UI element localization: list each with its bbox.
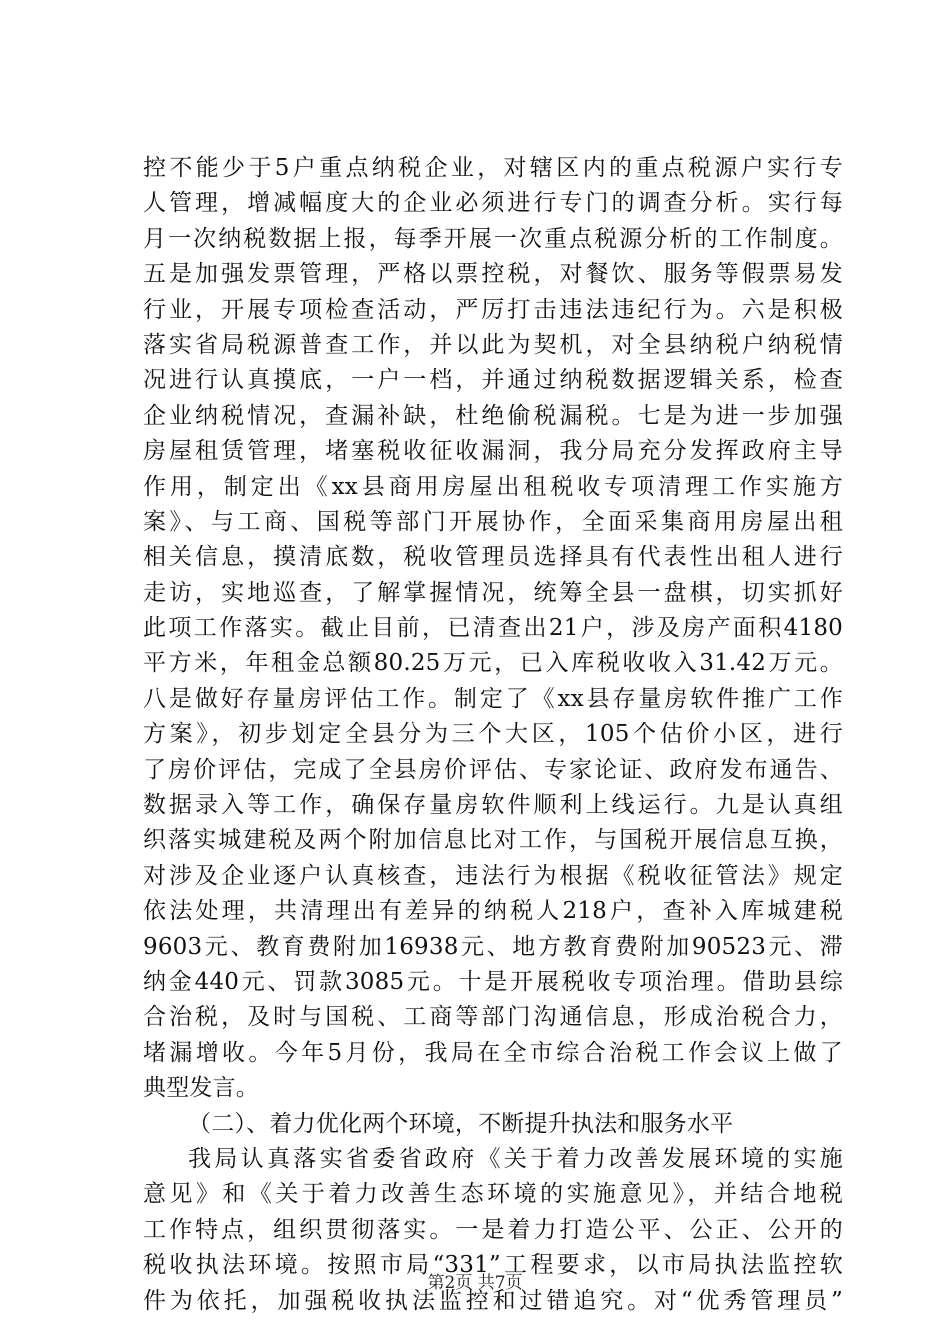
text-line: 案》、与工商、国税等部门开展协作，全面采集商用房屋出租 <box>143 508 843 535</box>
text-line: 人管理，增减幅度大的企业必须进行专门的调查分析。实行每 <box>143 190 843 217</box>
text-line: 依法处理，共清理出有差异的纳税人218户，查补入库城建税 <box>143 898 843 925</box>
text-line: 控不能少于5户重点纳税企业，对辖区内的重点税源户实行专 <box>143 155 843 181</box>
text-line: 9603元、教育费附加16938元、地方教育费附加90523元、滞 <box>143 933 843 960</box>
text-line: 合治税，及时与国税、工商等部门沟通信息，形成治税合力， <box>143 1004 843 1031</box>
paragraph-1 <box>143 151 843 1107</box>
text-line: 织落实城建税及两个附加信息比对工作，与国税开展信息互换， <box>143 827 843 854</box>
section-heading: （二）、着力优化两个环境，不断提升执法和服务水平 <box>188 1110 734 1137</box>
text-line: 况进行认真摸底，一户一档，并通过纳税数据逻辑关系，检查 <box>143 367 843 394</box>
text-line: 相关信息，摸清底数，税收管理员选择具有代表性出租人进行 <box>143 544 843 571</box>
document-body <box>143 151 843 1319</box>
text-line: 八是做好存量房评估工作。制定了《xx县存量房软件推广工作 <box>143 685 843 712</box>
text-line: 落实省局税源普查工作，并以此为契机，对全县纳税户纳税情 <box>143 331 843 358</box>
text-line: 五是加强发票管理，严格以票控税，对餐饮、服务等假票易发 <box>143 261 843 288</box>
text-line: 了房价评估，完成了全县房价评估、专家论证、政府发布通告、 <box>143 756 843 783</box>
text-line: 此项工作落实。截止目前，已清查出21户，涉及房产面积4180 <box>143 615 843 642</box>
text-line: 行业，开展专项检查活动，严厉打击违法违纪行为。六是积极 <box>143 296 843 323</box>
text-line: 对涉及企业逐户认真核查，违法行为根据《税收征管法》规定 <box>143 862 843 889</box>
page-number-footer: 第2页 共7页 <box>427 1273 523 1293</box>
text-line: 意见》和《关于着力改善生态环境的实施意见》，并结合地税 <box>143 1181 843 1208</box>
text-line: 作用，制定出《xx县商用房屋出租税收专项清理工作实施方 <box>143 473 843 500</box>
text-line: 我局认真落实省委省政府《关于着力改善发展环境的实施 <box>188 1145 843 1172</box>
text-line: 堵漏增收。今年5月份，我局在全市综合治税工作会议上做了 <box>143 1039 843 1066</box>
text-line: 数据录入等工作，确保存量房软件顺利上线运行。九是认真组 <box>143 792 843 819</box>
text-line: 纳金440元、罚款3085元。十是开展税收专项治理。借助县综 <box>143 968 843 995</box>
text-line: 件为依托，加强税收执法监控和过错追究。对“优秀管理员” <box>143 1287 843 1314</box>
text-line: 房屋租赁管理，堵塞税收征收漏洞，我分局充分发挥政府主导 <box>143 438 843 465</box>
text-line: 工作特点，组织贯彻落实。一是着力打造公平、公正、公开的 <box>143 1216 843 1243</box>
text-line: 平方米，年租金总额80.25万元，已入库税收收入31.42万元。 <box>143 650 843 677</box>
text-line: 方案》，初步划定全县分为三个大区，105个估价小区，进行 <box>143 721 843 748</box>
text-line: 走访，实地巡查，了解掌握情况，统筹全县一盘棋，切实抓好 <box>143 579 843 606</box>
text-line: 月一次纳税数据上报，每季开展一次重点税源分析的工作制度。 <box>143 225 843 252</box>
text-line: 税收执法环境。按照市局“331”工程要求，以市局执法监控软 <box>143 1252 843 1279</box>
text-line: 企业纳税情况，查漏补缺，杜绝偷税漏税。七是为进一步加强 <box>143 402 843 429</box>
text-line: 典型发言。 <box>143 1075 259 1102</box>
